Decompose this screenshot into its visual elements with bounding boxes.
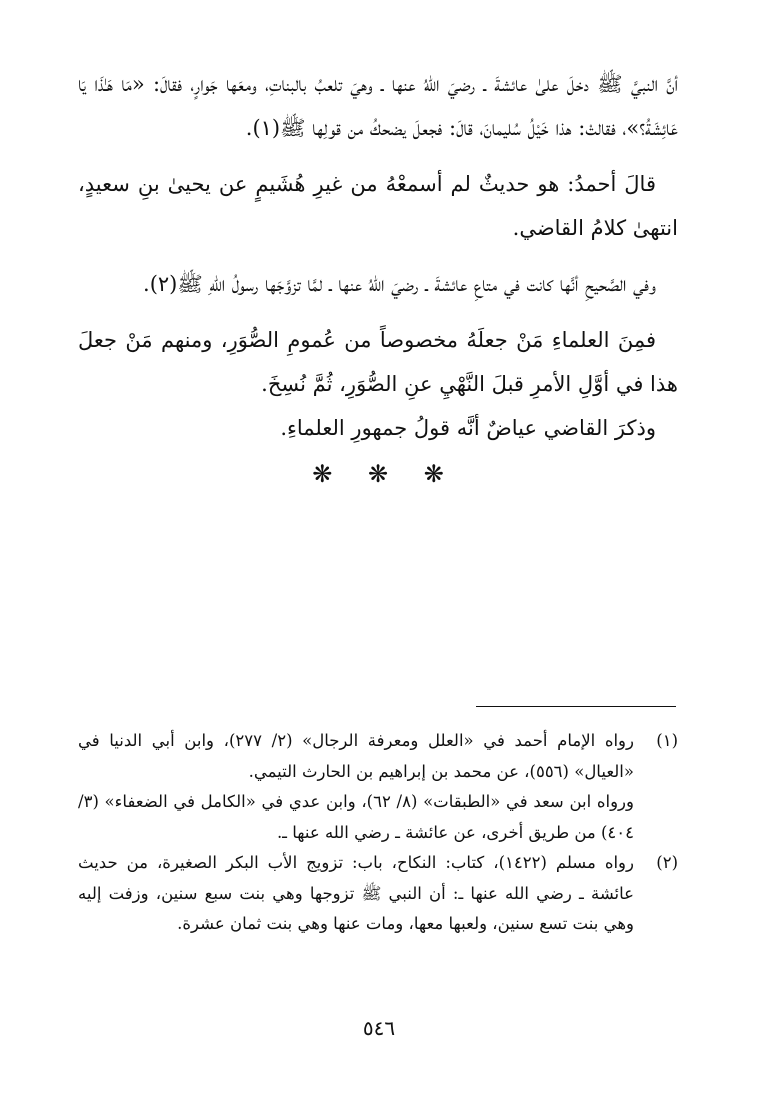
- footnote-line: رواه مسلم (١٤٢٢)، كتاب: النكاح، باب: تزويج الأب البكر الصغيرة، من حديث عائشة ـ رضي الله عنها ـ: أن النبي ﷺ تزوجها وهي بنت سبع سنين، وزفت إليه وهي بنت تسع سنين، ولعبها معها، ومات عنها وهي بنت ثمان عشرة.: [78, 853, 634, 933]
- footnote-2: [78, 848, 678, 940]
- footnote-number: (١): [656, 731, 678, 750]
- footnote-text: [78, 848, 634, 940]
- paragraph-ahmad-comment: قالَ أحمدُ: هو حديثٌ لم أسمعْهُ من غيرِ هُشَيمٍ عن يحيىٰ بنِ سعيدٍ، انتهىٰ كلامُ القاضي.: [78, 172, 678, 240]
- page-number: ٥٤٦: [362, 1016, 396, 1040]
- paragraph-sahih: وفي الصَّحيحِ أنَّها كانت في متاعِ عائشةَ ـ رضيَ اللهُ عنها ـ لمَّا تزوَّجَها رسولُ اللهِ ﷺ(٢).: [143, 272, 656, 296]
- footnote-number: (٢): [656, 853, 678, 872]
- footnote-line: رواه الإمام أحمد في «العلل ومعرفة الرجال» (٢/ ٢٧٧)، وابن أبي الدنيا في «العيال» (٥٥٦)، عن محمد بن إبراهيم بن الحارث التيمي.: [78, 731, 634, 781]
- page-body: [78, 62, 678, 488]
- separator-star-icon: ❋: [423, 460, 444, 488]
- separator-star-icon: ❋: [367, 460, 389, 488]
- separator-star-icon: ❋: [312, 460, 333, 488]
- paragraph-qadi-iyad: وذكرَ القاضي عياضٌ أنَّه قولُ جمهورِ العلماءِ.: [280, 416, 656, 440]
- main-text: [78, 62, 678, 450]
- footnote-text: [78, 726, 634, 848]
- footnotes: [78, 726, 678, 940]
- footnote-divider: [476, 706, 676, 707]
- section-separator: [78, 460, 678, 488]
- paragraph-hadith: أنَّ النبيَّ ﷺ دخلَ علىٰ عائشةَ ـ رضيَ اللهُ عنها ـ وهيَ تلعبُ بالبناتِ، ومعَها جَوارٍ، فقالَ: «مَا هَـٰذَا يَا عَائِشَةُ؟»، فقالتْ: هذا خَيْلُ سُليمانَ، قالَ: فجعلَ يضحكُ من قولِها ﷺ(١).: [78, 72, 678, 140]
- footnote-1: [78, 726, 678, 848]
- footnote-line: ورواه ابن سعد في «الطبقات» (٨/ ٦٢)، وابن عدي في «الكامل في الضعفاء» (٣/ ٤٠٤) من طريق أخرى، عن عائشة ـ رضي الله عنها ـ.: [78, 792, 634, 842]
- paragraph-scholars: فمِنَ العلماءِ مَنْ جعلَهُ مخصوصاً من عُمومِ الصُّوَرِ، ومنهم مَنْ جعلَ هذا في أوَّلِ الأمرِ قبلَ النَّهْيِ عنِ الصُّوَرِ، ثُمَّ نُسِخَ.: [78, 328, 678, 396]
